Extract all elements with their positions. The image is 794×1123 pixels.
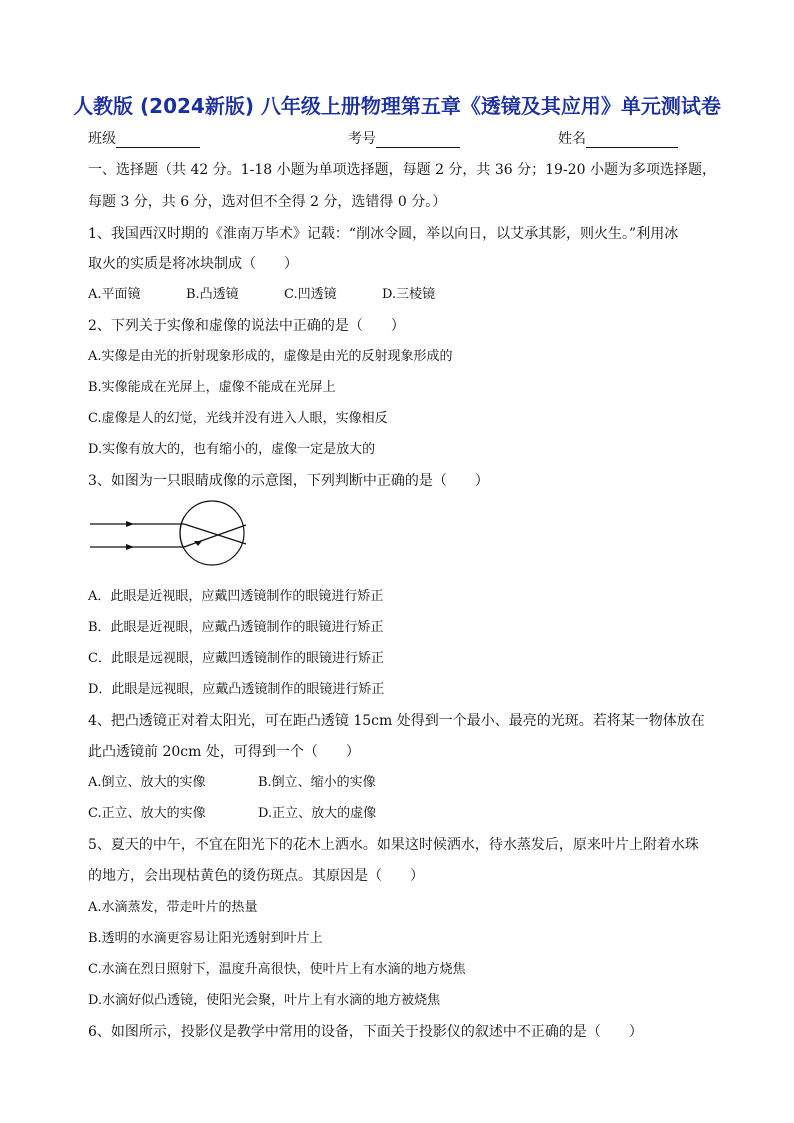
q4-option-a[interactable]: A.倒立、放大的实像 xyxy=(88,775,206,790)
question-1-line2: 取火的实质是将冰块制成（ ） xyxy=(88,256,298,272)
question-2-line1: 2、下列关于实像和虚像的说法中正确的是（ ） xyxy=(88,318,405,334)
question-5-line2: 的地方，会出现枯黄色的烫伤斑点。其原因是（ ） xyxy=(88,868,424,884)
refracted-ray-top xyxy=(184,524,246,544)
class-field xyxy=(88,128,200,148)
q1-option-b[interactable]: B.凸透镜 xyxy=(186,287,239,302)
refracted-ray-bottom xyxy=(184,525,246,547)
arrow-icon-bottom xyxy=(126,544,134,550)
q5-option-d[interactable]: D.水滴好似凸透镜，使阳光会聚，叶片上有水滴的地方被烧焦 xyxy=(88,993,441,1008)
question-3-line1: 3、如图为一只眼睛成像的示意图，下列判断中正确的是（ ） xyxy=(88,473,489,489)
eye-diagram xyxy=(88,500,258,570)
q1-option-c[interactable]: C.凹透镜 xyxy=(284,287,337,302)
q5-option-b[interactable]: B.透明的水滴更容易让阳光透射到叶片上 xyxy=(88,931,323,946)
q4-option-c[interactable]: C.正立、放大的实像 xyxy=(88,806,206,821)
question-1-line1: 1、我国西汉时期的《淮南万毕术》记载：“削冰令圆，举以向日，以艾承其影，则火生。”利用冰 xyxy=(88,226,679,242)
eye-lens xyxy=(180,517,184,549)
q3-option-c[interactable]: C．此眼是远视眼，应戴凹透镜制作的眼镜进行矫正 xyxy=(88,651,384,666)
q4-option-b[interactable]: B.倒立、缩小的实像 xyxy=(258,775,376,790)
q4-option-d[interactable]: D.正立、放大的虚像 xyxy=(258,806,377,821)
q1-option-d[interactable]: D.三棱镜 xyxy=(382,287,436,302)
section-heading-line1: 一、选择题（共 42 分。1-18 小题为单项选择题，每题 2 分，共 36 分；19-20 小题为多项选择题， xyxy=(88,162,716,178)
page-title: 人教版 (2024新版) 八年级上册物理第五章《透镜及其应用》单元测试卷 xyxy=(73,94,721,118)
q2-option-d[interactable]: D.实像有放大的，也有缩小的，虚像一定是放大的 xyxy=(88,442,376,457)
name-blank[interactable] xyxy=(586,132,678,148)
arrow-icon-top xyxy=(126,521,134,527)
question-6-line1: 6、如图所示，投影仪是教学中常用的设备，下面关于投影仪的叙述中不正确的是（ ） xyxy=(88,1024,643,1040)
class-blank[interactable] xyxy=(116,132,200,148)
name-label: 姓名 xyxy=(558,131,586,147)
q1-option-a[interactable]: A.平面镜 xyxy=(88,287,141,302)
q5-option-a[interactable]: A.水滴蒸发，带走叶片的热量 xyxy=(88,900,258,915)
exam-number-label: 考号 xyxy=(348,131,376,147)
q2-option-a[interactable]: A.实像是由光的折射现象形成的，虚像是由光的反射现象形成的 xyxy=(88,349,453,364)
question-5-line1: 5、夏天的中午，不宜在阳光下的花木上洒水。如果这时候洒水，待水蒸发后，原来叶片上附着水珠 xyxy=(88,837,699,853)
question-4-line1: 4、把凸透镜正对着太阳光，可在距凸透镜 15cm 处得到一个最小、最亮的光斑。若将某一物体放在 xyxy=(88,713,705,729)
exam-number-field xyxy=(348,128,460,148)
class-label: 班级 xyxy=(88,131,116,147)
q3-option-a[interactable]: A．此眼是近视眼，应戴凹透镜制作的眼镜进行矫正 xyxy=(88,589,384,604)
q3-option-b[interactable]: B．此眼是近视眼，应戴凸透镜制作的眼镜进行矫正 xyxy=(88,620,384,635)
q2-option-c[interactable]: C.虚像是人的幻觉，光线并没有进入人眼，实像相反 xyxy=(88,411,388,426)
name-field xyxy=(558,128,678,148)
exam-number-blank[interactable] xyxy=(376,132,460,148)
q3-option-d[interactable]: D．此眼是远视眼，应戴凸透镜制作的眼镜进行矫正 xyxy=(88,682,385,697)
q2-option-b[interactable]: B.实像能成在光屏上，虚像不能成在光屏上 xyxy=(88,380,336,395)
q5-option-c[interactable]: C.水滴在烈日照射下，温度升高很快，使叶片上有水滴的地方烧焦 xyxy=(88,962,466,977)
question-4-line2: 此凸透镜前 20cm 处，可得到一个（ ） xyxy=(88,744,360,760)
section-heading-line2: 每题 3 分，共 6 分，选对但不全得 2 分，选错得 0 分。） xyxy=(88,194,447,210)
